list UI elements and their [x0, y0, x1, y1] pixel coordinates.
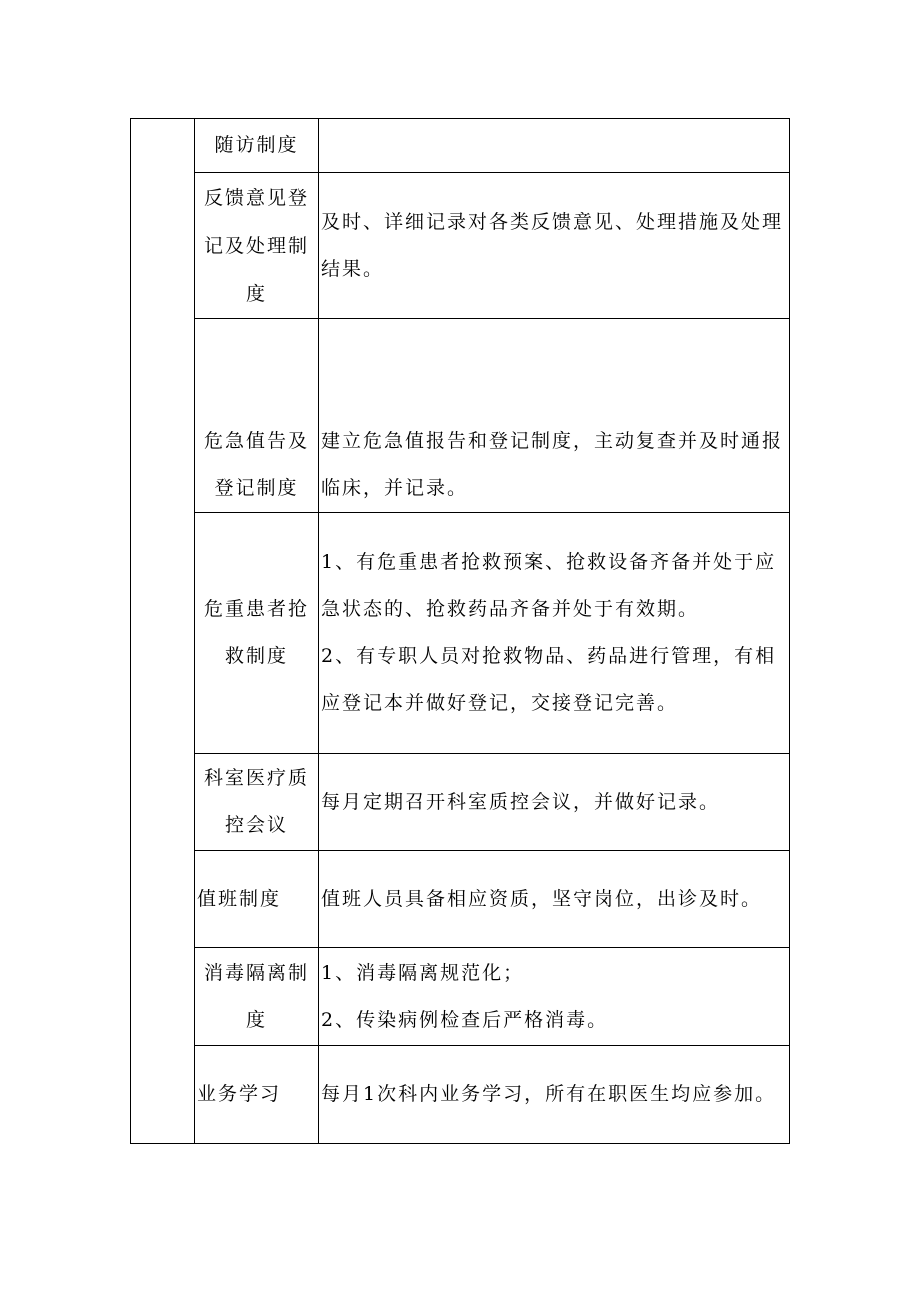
- regulation-desc: [319, 1046, 789, 1143]
- regulation-name: [195, 851, 319, 947]
- table-row: [195, 851, 790, 948]
- category-column: [131, 119, 195, 1143]
- regulation-name-text: 科室医疗质控会议: [203, 767, 309, 836]
- table-row: [195, 319, 790, 513]
- regulation-name: [195, 173, 319, 318]
- regulation-desc-text: 建立危急值报告和登记制度，主动复查并及时通报临床，并记录。: [321, 430, 784, 499]
- table-row: [195, 513, 790, 754]
- table-row: [195, 1046, 790, 1143]
- table-row: [195, 173, 790, 319]
- regulation-name-text: 反馈意见登记及处理制度: [203, 186, 309, 305]
- regulation-name-text: 业务学习: [197, 1083, 282, 1105]
- regulation-name: [195, 948, 319, 1045]
- regulation-name-text: 随访制度: [214, 134, 299, 156]
- regulation-name: [195, 119, 319, 172]
- regulation-desc-text: 每月1次科内业务学习，所有在职医生均应参加。: [321, 1083, 777, 1105]
- regulation-name: [195, 319, 319, 512]
- regulation-desc: [319, 319, 789, 512]
- regulation-desc-text: 1、消毒隔离规范化； 2、传染病例检查后严格消毒。: [321, 961, 609, 1031]
- regulation-desc-text: 1、有危重患者抢救预案、抢救设备齐备并处于应急状态的、抢救药品齐备并处于有效期。 2、有专职人员对抢救物品、药品进行管理，有相应登记本并做好登记，交接登记完善。: [321, 551, 777, 714]
- regulation-desc-text: 及时、详细记录对各类反馈意见、处理措施及处理结果。: [321, 210, 784, 280]
- table-row: [195, 119, 790, 173]
- regulation-name: [195, 754, 319, 850]
- regulation-desc: [319, 119, 789, 172]
- regulation-desc-text: 每月定期召开科室质控会议，并做好记录。: [321, 790, 721, 813]
- regulation-name-text: 值班制度: [197, 887, 282, 910]
- regulation-desc: [319, 754, 789, 850]
- table-row: [195, 948, 790, 1046]
- regulation-desc: [319, 173, 789, 318]
- table-row: [195, 754, 790, 851]
- regulation-name-text: 危急值告及登记制度: [203, 430, 309, 499]
- regulation-name: [195, 1046, 319, 1143]
- regulation-name: [195, 513, 319, 753]
- regulation-table: [130, 118, 790, 1144]
- regulation-desc: [319, 851, 789, 947]
- regulation-desc-text: 值班人员具备相应资质，坚守岗位，出诊及时。: [321, 887, 763, 910]
- regulation-desc: [319, 948, 789, 1045]
- regulation-name-text: 消毒隔离制度: [203, 961, 309, 1031]
- regulation-desc: [319, 513, 789, 753]
- regulation-name-text: 危重患者抢救制度: [203, 598, 309, 667]
